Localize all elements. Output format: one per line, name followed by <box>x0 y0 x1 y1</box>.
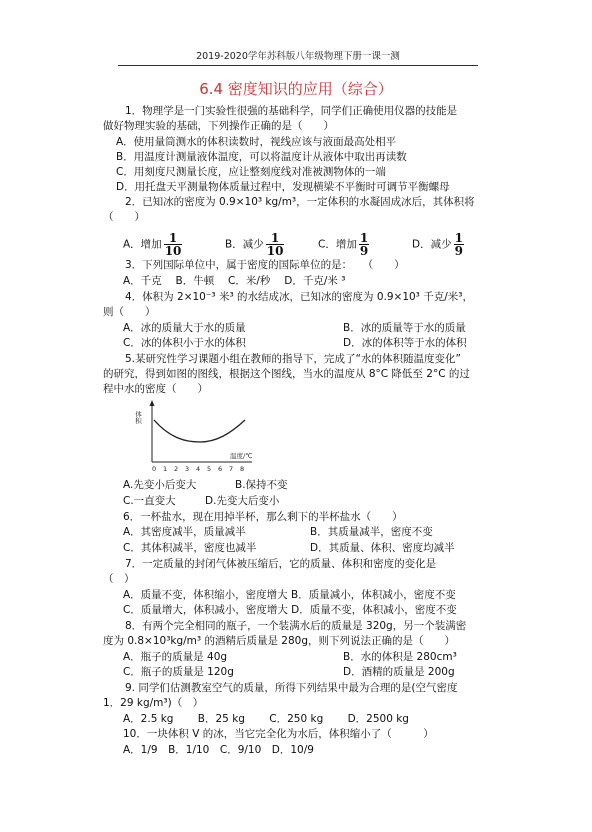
q6-stem: 6．一杯盐水，现在用掉半杯，那么剩下的半杯盐水（ ） <box>123 511 403 523</box>
q4-option-b: B．冰的质量等于水的质量 <box>343 322 466 334</box>
q4-option-d: D．冰的体积等于水的体积 <box>343 337 467 349</box>
q4-stem-line2: 则（ ） <box>103 306 156 318</box>
q8-option-b: B．水的体积是 280cm³ <box>343 651 457 663</box>
x-tick-label: 0 <box>152 465 157 473</box>
x-axis-ticks <box>152 465 244 473</box>
q7-options-line2: C．质量增大，体积减小，密度增大 D．质量不变，体积减小，密度不变 <box>123 604 457 616</box>
x-tick-label: 1 <box>163 465 168 473</box>
q6-option-c: C．其体积减半，密度也减半 <box>123 542 257 554</box>
q5-option-a: A.先变小后变大 <box>123 479 197 491</box>
q1-stem-line1: 1．物理学是一门实验性很强的基础科学，同学们正确使用仪器的技能是 <box>125 105 458 117</box>
q9-stem-line2: 1．29 kg/m³)（ ） <box>103 697 204 709</box>
volume-curve <box>154 420 245 442</box>
q8-option-a: A．瓶子的质量是 40g <box>123 651 228 663</box>
x-tick-label: 5 <box>207 465 212 473</box>
q5-stem-line1: 5.某研究性学习课题小组在教师的指导下，完成了“水的体积随温度变化” <box>125 353 461 365</box>
x-tick-label: 6 <box>218 465 223 473</box>
x-tick-label: 3 <box>185 465 190 473</box>
y-axis-arrow <box>150 400 155 406</box>
q2-option-c: C．增加 $\frac{1}{9}$ <box>318 231 369 258</box>
q4-option-a: A．冰的质量大于水的质量 <box>123 322 246 334</box>
q3-stem: 3．下列国际单位中，属于密度的国际单位的是： （ ） <box>125 259 405 271</box>
x-tick-label: 7 <box>229 465 234 473</box>
q2-d-fraction: $\frac{1}{9}$ <box>454 231 463 258</box>
q5-option-b: B.保持不变 <box>235 479 288 491</box>
q9-stem-line1: 9. 同学们估测教室空气的质量，所得下列结果中最为合理的是(空气密度 <box>125 682 458 694</box>
page-header: 2019-2020学年苏科版八年级物理下册一课一测 <box>118 48 478 66</box>
q5-option-d: D.先变大后变小 <box>205 495 280 507</box>
page-title: 6.4 密度知识的应用（综合） <box>199 80 393 98</box>
q2-a-fraction: $\frac{1}{10}$ <box>164 231 182 258</box>
x-axis-label: 温度/℃ <box>230 452 253 460</box>
q1-option-b: B．用温度计测量液体温度，可以将温度计从液体中取出再读数 <box>116 151 407 163</box>
volume-temperature-graph <box>130 398 265 476</box>
q7-stem-line1: 7．一定质量的封闭气体被压缩后，它的质量、体积和密度的变化是 <box>125 558 437 570</box>
q4-stem-line1: 4．体积为 2×10⁻³ 米³ 的水结成冰，已知冰的密度为 0.9×10³ 千克/米³， <box>125 291 473 303</box>
q8-stem-line2: 度为 0.8×10³kg/m³ 的酒精后质量是 280g，则下列说法正确的是（ ） <box>103 635 456 647</box>
y-axis-label: 体积 <box>134 411 142 424</box>
x-tick-label: 4 <box>196 465 201 473</box>
q5-stem-line3: 程中水的密度（ ） <box>103 383 208 395</box>
q7-stem-line2: （ ） <box>103 573 135 585</box>
q1-option-c: C．用刻度尺测量长度，应让整刻度线对准被测物体的一端 <box>116 166 386 178</box>
q2-option-d: D．减少 $\frac{1}{9}$ <box>412 231 463 258</box>
q6-option-d: D．其质量、体积、密度均减半 <box>310 542 455 554</box>
q5-option-c: C.一直变大 <box>123 495 176 507</box>
q10-stem: 10．一块体积 V 的冰，当它完全化为水后，体积缩小了（ ） <box>123 728 434 740</box>
q3-options: A．千克 B．牛顿 C．米/秒 D．千克/米 ³ <box>123 275 346 287</box>
q9-options: A．2.5 kg B．25 kg C．250 kg D．2500 kg <box>123 713 409 725</box>
q6-option-b: B．其质量减半，密度不变 <box>310 526 433 538</box>
q6-option-a: A．其密度减半，质量减半 <box>123 526 246 538</box>
q2-stem-line1: 2．已知冰的密度为 0.9×10³ kg/m³，一定体积的水凝固成冰后，其体积将 <box>125 196 475 208</box>
q1-option-d: D．用托盘天平测量物体质量过程中，发现横梁不平衡时可调节平衡螺母 <box>116 181 450 193</box>
q7-options-line1: A．质量不变，体积缩小，密度增大 B．质量减小，体积减小，密度不变 <box>123 589 456 601</box>
q8-option-d: D．酒精的质量是 200g <box>343 666 455 678</box>
q1-stem-line2: 做好物理实验的基础，下列操作正确的是（ ） <box>103 120 334 132</box>
q2-option-a: A．增加 $\frac{1}{10}$ <box>123 231 182 258</box>
q10-options: A．1/9 B．1/10 C．9/10 D．10/9 <box>123 744 314 756</box>
q2-c-fraction: $\frac{1}{9}$ <box>359 231 369 258</box>
x-tick-label: 2 <box>174 465 179 473</box>
q1-option-a: A．使用量筒测水的体积读数时，视线应该与液面最高处相平 <box>116 136 397 148</box>
q8-stem-line1: 8．有两个完全相同的瓶子，一个装满水后的质量是 320g，另一个装满密 <box>125 620 467 632</box>
q5-stem-line2: 的研究，得到如图的图线，根据这个图线，当水的温度从 8°C 降低至 2°C 的过 <box>103 368 470 380</box>
q4-option-c: C．冰的体积小于水的体积 <box>123 337 246 349</box>
x-tick-label: 8 <box>240 465 245 473</box>
q2-option-b: B．减少 $\frac{1}{10}$ <box>225 231 284 258</box>
q2-stem-line2: （ ） <box>103 211 145 223</box>
q2-b-fraction: $\frac{1}{10}$ <box>266 231 284 258</box>
q8-option-c: C．瓶子的质量是 120g <box>123 666 234 678</box>
